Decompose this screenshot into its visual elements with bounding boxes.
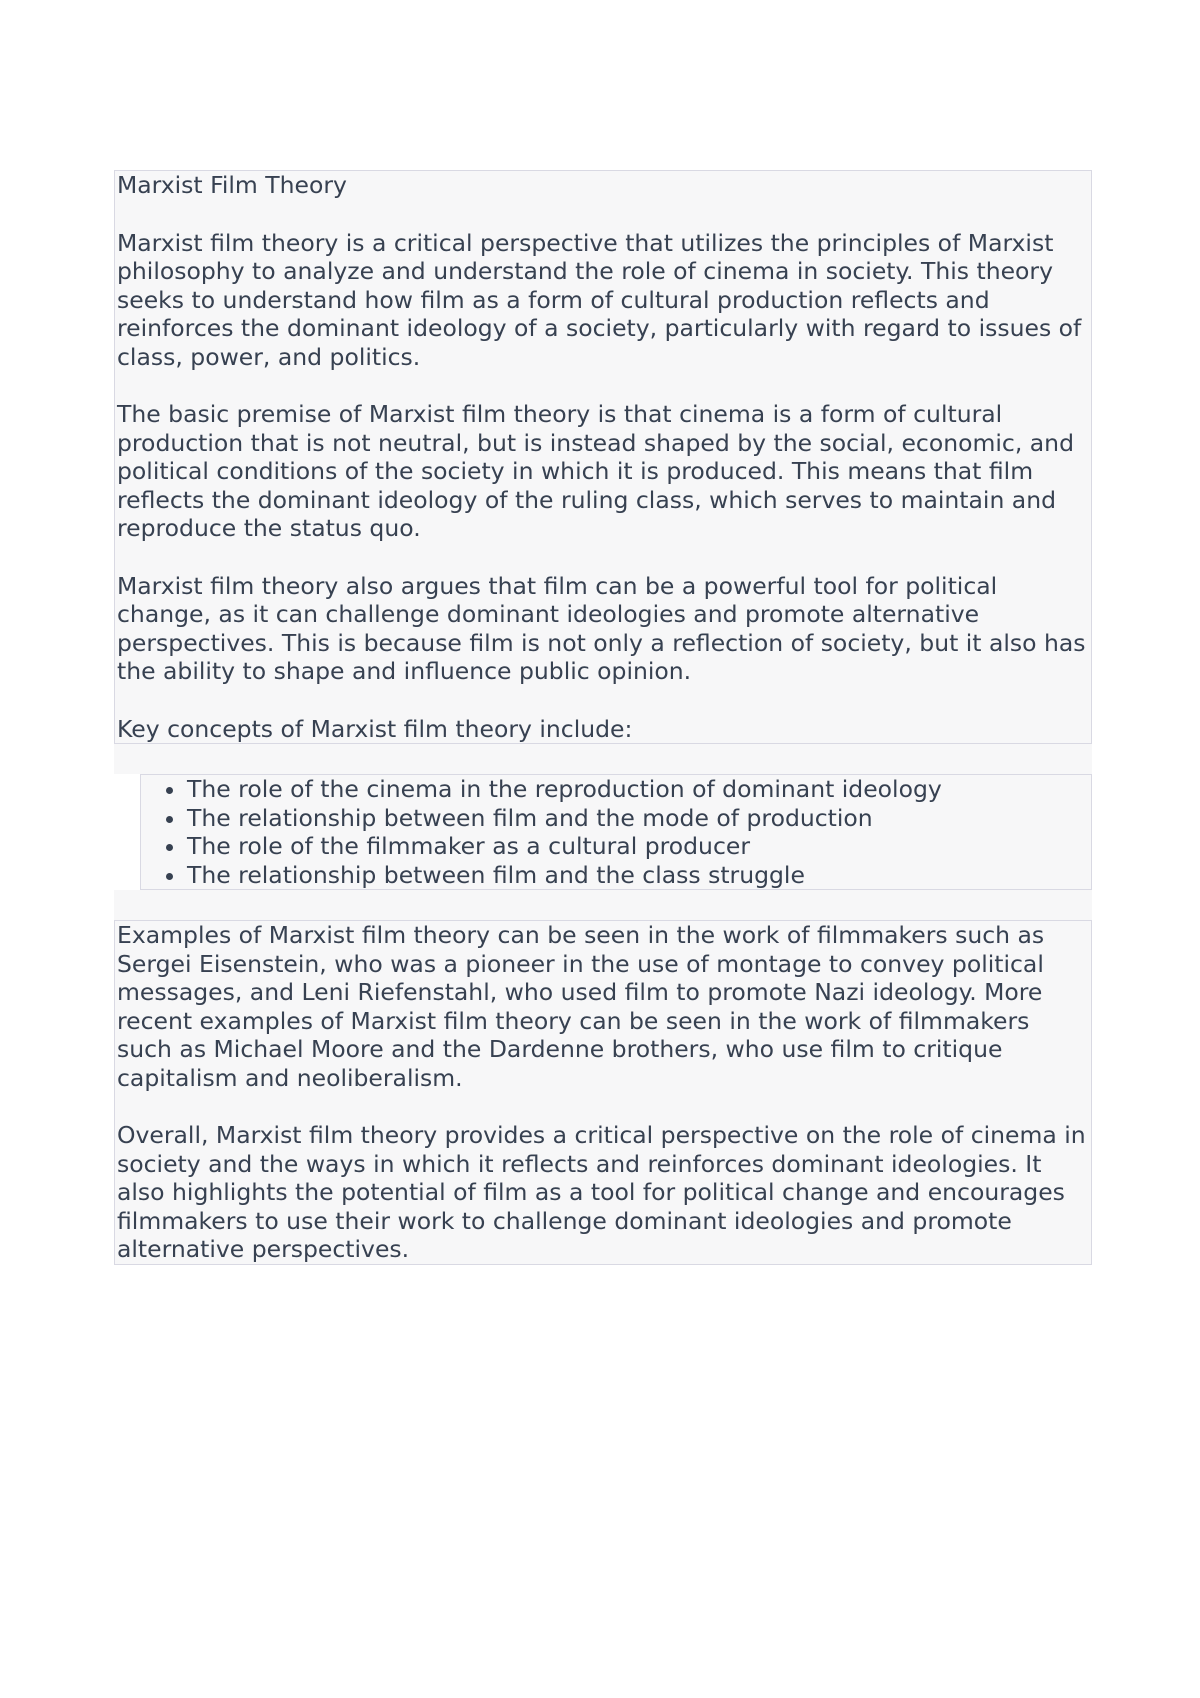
list-item: • The relationship between film and the mode of production xyxy=(187,804,1091,833)
spacer xyxy=(114,890,1092,920)
spacer xyxy=(114,744,1092,774)
list-item: • The role of the filmmaker as a cultural producer xyxy=(187,832,1091,861)
paragraph: The basic premise of Marxist film theory is that cinema is a form of cultural production that is not neutral, but is instead shaped by the social, economic, and political conditions of the society in which it is produced. This means that film reflects the dominant ideology of the ruling class, which serves to maintain and reproduce the status quo. xyxy=(117,400,1074,542)
list-intro: Key concepts of Marxist film theory include: xyxy=(117,714,633,743)
paragraph: Marxist film theory is a critical perspective that utilizes the principles of Marxist philosophy to analyze and understand the role of cinema in society. This theory seeks to understand how film as a form of cultural production reflects and reinforces the dominant ideology of a society, particularly with regard to issues of class, power, and politics. xyxy=(117,228,1082,371)
paragraph: Marxist film theory also argues that film can be a powerful tool for political change, as it can challenge dominant ideologies and promote alternative perspectives. This is because film is not only a reflection of society, but it also has the ability to shape and influence public opinion. xyxy=(117,571,1086,685)
paragraph: Examples of Marxist film theory can be seen in the work of filmmakers such as Sergei Eisenstein, who was a pioneer in the use of montage to convey political messages, and Leni Riefenstahl, who used film to promote Nazi ideology. More recent examples of Marxist film theory can be seen in the work of filmmakers such as Michael Moore and the Dardenne brothers, who use film to critique capitalism and neoliberalism. xyxy=(117,921,1045,1092)
paragraph: Overall, Marxist film theory provides a critical perspective on the role of cinema in society and the ways in which it reflects and reinforces dominant ideologies. It also highlights the potential of film as a tool for political change and encourages filmmakers to use their work to challenge dominant ideologies and promote alternative perspectives. xyxy=(117,1121,1086,1263)
key-concepts-list xyxy=(140,774,1092,890)
intro-section xyxy=(114,170,1092,744)
list-item: • The role of the cinema in the reproduction of dominant ideology xyxy=(187,775,1091,804)
conclusion-section xyxy=(114,920,1092,1265)
list-item: • The relationship between film and the class struggle xyxy=(187,861,1091,890)
document-page xyxy=(114,170,1092,1265)
document-title: Marxist Film Theory xyxy=(117,171,347,199)
